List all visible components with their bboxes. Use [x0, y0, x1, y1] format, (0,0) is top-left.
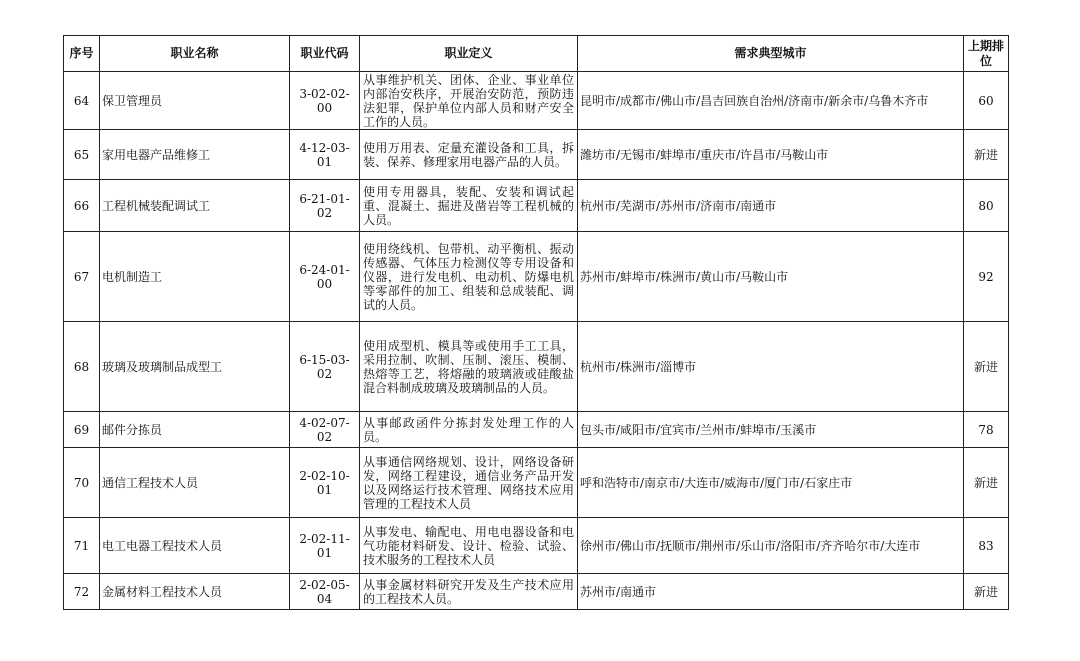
cell-name: 邮件分拣员	[100, 412, 290, 448]
cell-cities: 昆明市/成都市/佛山市/昌吉回族自治州/济南市/新余市/乌鲁木齐市	[578, 72, 964, 130]
table-header-row	[64, 36, 1009, 72]
header-cities: 需求典型城市	[578, 36, 964, 72]
cell-prev-rank: 83	[964, 518, 1009, 574]
table-row	[64, 412, 1009, 448]
cell-name: 工程机械装配调试工	[100, 180, 290, 232]
cell-cities: 杭州市/芜湖市/苏州市/济南市/南通市	[578, 180, 964, 232]
cell-cities: 潍坊市/无锡市/蚌埠市/重庆市/许昌市/马鞍山市	[578, 130, 964, 180]
cell-prev-rank: 80	[964, 180, 1009, 232]
cell-name: 电机制造工	[100, 232, 290, 322]
table-row	[64, 72, 1009, 130]
cell-definition: 从事金属材料研究开发及生产技术应用的工程技术人员。	[360, 574, 578, 610]
cell-seq: 64	[64, 72, 100, 130]
cell-code: 4-12-03-01	[290, 130, 360, 180]
cell-seq: 67	[64, 232, 100, 322]
cell-code: 2-02-11-01	[290, 518, 360, 574]
cell-code: 2-02-10-01	[290, 448, 360, 518]
cell-code: 4-02-07-02	[290, 412, 360, 448]
cell-cities: 呼和浩特市/南京市/大连市/威海市/厦门市/石家庄市	[578, 448, 964, 518]
header-definition: 职业定义	[360, 36, 578, 72]
cell-code: 6-24-01-00	[290, 232, 360, 322]
table-row	[64, 180, 1009, 232]
cell-definition: 从事发电、输配电、用电电器设备和电气功能材料研发、设计、检验、试验、技术服务的工程技术人员	[360, 518, 578, 574]
cell-definition: 从事邮政函件分拣封发处理工作的人员。	[360, 412, 578, 448]
cell-seq: 72	[64, 574, 100, 610]
cell-prev-rank: 新进	[964, 448, 1009, 518]
cell-cities: 徐州市/佛山市/抚顺市/荆州市/乐山市/洛阳市/齐齐哈尔市/大连市	[578, 518, 964, 574]
cell-name: 通信工程技术人员	[100, 448, 290, 518]
cell-definition: 使用绕线机、包带机、动平衡机、振动传感器、气体压力检测仪等专用设备和仪器，进行发电机、电动机、防爆电机等零部件的加工、组装和总成装配、调试的人员。	[360, 232, 578, 322]
cell-name: 保卫管理员	[100, 72, 290, 130]
cell-prev-rank: 新进	[964, 322, 1009, 412]
cell-cities: 苏州市/蚌埠市/株洲市/黄山市/马鞍山市	[578, 232, 964, 322]
cell-definition: 从事维护机关、团体、企业、事业单位内部治安秩序，开展治安防范，预防违法犯罪，保护单位内部人员和财产安全工作的人员。	[360, 72, 578, 130]
cell-code: 3-02-02-00	[290, 72, 360, 130]
header-code: 职业代码	[290, 36, 360, 72]
header-seq: 序号	[64, 36, 100, 72]
cell-code: 2-02-05-04	[290, 574, 360, 610]
cell-seq: 70	[64, 448, 100, 518]
cell-prev-rank: 78	[964, 412, 1009, 448]
cell-seq: 69	[64, 412, 100, 448]
table-row	[64, 574, 1009, 610]
cell-name: 家用电器产品维修工	[100, 130, 290, 180]
cell-cities: 包头市/咸阳市/宜宾市/兰州市/蚌埠市/玉溪市	[578, 412, 964, 448]
cell-prev-rank: 新进	[964, 130, 1009, 180]
cell-code: 6-15-03-02	[290, 322, 360, 412]
cell-name: 金属材料工程技术人员	[100, 574, 290, 610]
cell-definition: 使用专用器具，装配、安装和调试起重、混凝土、掘进及凿岩等工程机械的人员。	[360, 180, 578, 232]
cell-name: 电工电器工程技术人员	[100, 518, 290, 574]
header-name: 职业名称	[100, 36, 290, 72]
table-row	[64, 448, 1009, 518]
cell-seq: 65	[64, 130, 100, 180]
table-row	[64, 130, 1009, 180]
cell-cities: 苏州市/南通市	[578, 574, 964, 610]
table-row	[64, 232, 1009, 322]
table-row	[64, 322, 1009, 412]
cell-seq: 66	[64, 180, 100, 232]
cell-prev-rank: 92	[964, 232, 1009, 322]
occupation-table	[63, 35, 1009, 610]
cell-definition: 从事通信网络规划、设计，网络设备研发，网络工程建设，通信业务产品开发以及网络运行技术管理、网络技术应用管理的工程技术人员	[360, 448, 578, 518]
cell-seq: 68	[64, 322, 100, 412]
cell-prev-rank: 新进	[964, 574, 1009, 610]
cell-code: 6-21-01-02	[290, 180, 360, 232]
cell-seq: 71	[64, 518, 100, 574]
cell-cities: 杭州市/株洲市/淄博市	[578, 322, 964, 412]
table-row	[64, 518, 1009, 574]
cell-definition: 使用成型机、模具等或使用手工工具，采用拉制、吹制、压制、滚压、模制、热熔等工艺，将熔融的玻璃液或硅酸盐混合料制成玻璃及玻璃制品的人员。	[360, 322, 578, 412]
cell-name: 玻璃及玻璃制品成型工	[100, 322, 290, 412]
cell-prev-rank: 60	[964, 72, 1009, 130]
cell-definition: 使用万用表、定量充灌设备和工具，拆装、保养、修理家用电器产品的人员。	[360, 130, 578, 180]
header-prev-rank: 上期排位	[964, 36, 1009, 72]
